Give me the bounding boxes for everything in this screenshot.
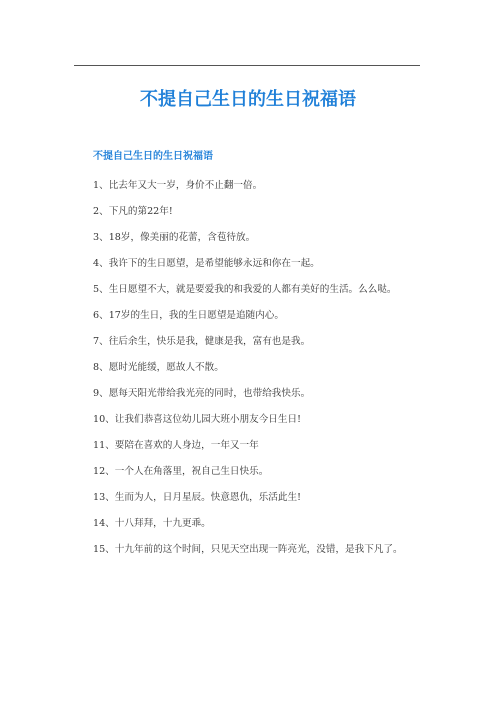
document-title: 不提自己生日的生日祝福语 — [140, 89, 356, 110]
list-item: 11、要陪在喜欢的人身边，一年又一年 — [93, 440, 259, 451]
list-item: 4、我许下的生日愿望，是希望能够永远和你在一起。 — [93, 258, 320, 269]
list-item: 10、让我们恭喜这位幼儿园大班小朋友今日生日! — [93, 414, 301, 425]
list-item: 8、愿时光能缓，愿故人不散。 — [93, 362, 224, 373]
list-item: 12、一个人在角落里，祝自己生日快乐。 — [93, 466, 269, 477]
list-item: 3、18岁，像美丽的花蕾，含苞待放。 — [93, 232, 256, 243]
list-item: 6、17岁的生日，我的生日愿望是追随内心。 — [93, 310, 284, 321]
list-item: 15、十九年前的这个时间，只见天空出现一阵亮光，没错，是我下凡了。 — [93, 544, 403, 555]
list-item: 13、生而为人，日月星辰。快意恩仇，乐活此生! — [93, 492, 301, 503]
list-item: 7、往后余生，快乐是我，健康是我，富有也是我。 — [93, 336, 311, 347]
list-item: 2、下凡的第22年! — [93, 206, 173, 217]
header-rule — [74, 65, 420, 66]
list-item: 14、十八拜拜，十九更乖。 — [93, 518, 211, 529]
wish-list — [93, 179, 433, 569]
list-item: 9、愿每天阳光带给我光亮的同时，也带给我快乐。 — [93, 388, 311, 399]
list-item: 1、比去年又大一岁，身价不止翻一倍。 — [93, 180, 263, 191]
list-item: 5、生日愿望不大，就是要爱我的和我爱的人都有美好的生活。么么哒。 — [93, 284, 397, 295]
section-heading: 不提自己生日的生日祝福语 — [93, 151, 213, 162]
